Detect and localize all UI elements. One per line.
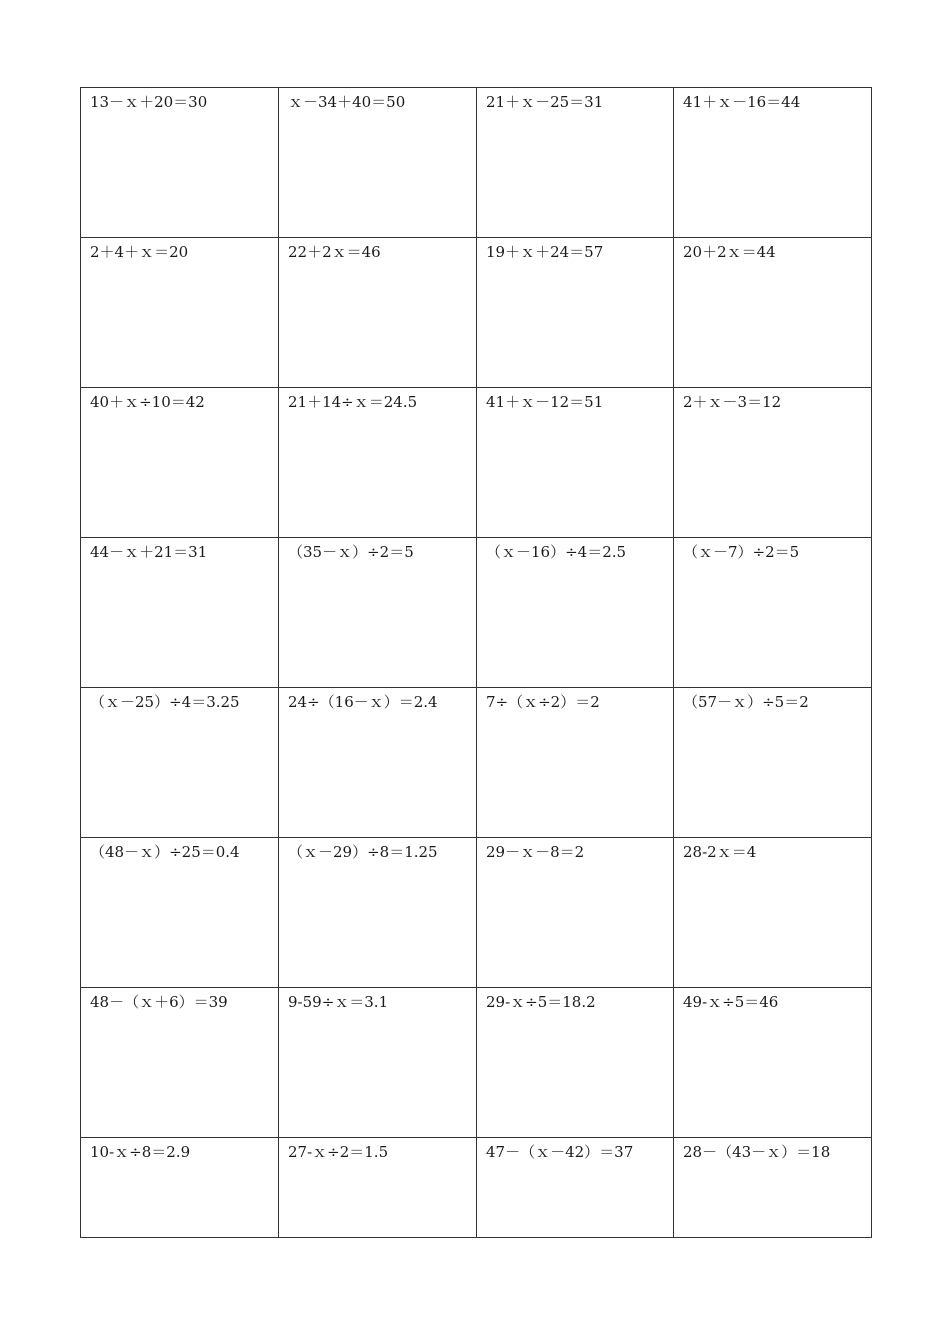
equation-cell <box>81 238 279 388</box>
equation-cell <box>477 688 674 838</box>
equation-cell <box>674 88 872 238</box>
equation-cell <box>279 238 477 388</box>
equation-cell <box>279 988 477 1138</box>
equation-cell <box>81 688 279 838</box>
equation-text: （ｘ－16）÷4＝2.5 <box>486 543 627 561</box>
equation-cell <box>477 538 674 688</box>
equation-text: 19＋ｘ＋24＝57 <box>486 243 604 261</box>
equation-cell <box>279 388 477 538</box>
equation-cell <box>81 988 279 1138</box>
equation-cell <box>477 1138 674 1238</box>
equation-text: （ｘ－29）÷8＝1.25 <box>288 843 438 861</box>
worksheet-row-6 <box>81 838 872 988</box>
equation-cell <box>477 238 674 388</box>
equation-cell <box>674 238 872 388</box>
equation-text: 2＋ｘ－3＝12 <box>683 393 782 411</box>
equation-cell <box>81 388 279 538</box>
equation-text: 49-ｘ÷5＝46 <box>683 993 779 1011</box>
equation-text: 13－ｘ＋20＝30 <box>90 93 208 111</box>
equation-text: 27-ｘ÷2＝1.5 <box>288 1143 389 1161</box>
equation-text: （ｘ－7）÷2＝5 <box>683 543 800 561</box>
equation-text: 48－（ｘ＋6）＝39 <box>90 993 228 1011</box>
equation-cell <box>81 88 279 238</box>
equation-cell <box>477 988 674 1138</box>
equation-text: ｘ－34＋40＝50 <box>288 93 406 111</box>
equation-cell <box>279 88 477 238</box>
equation-cell <box>477 388 674 538</box>
equation-text: 21＋14÷ｘ＝24.5 <box>288 393 418 411</box>
equation-text: 28－（43－ｘ）＝18 <box>683 1143 831 1161</box>
equation-cell <box>81 1138 279 1238</box>
equation-cell <box>674 838 872 988</box>
equation-cell <box>279 1138 477 1238</box>
equation-text: （35－ｘ）÷2＝5 <box>288 543 414 561</box>
equation-cell <box>279 838 477 988</box>
equation-text: （57－ｘ）÷5＝2 <box>683 693 809 711</box>
equation-cell <box>81 538 279 688</box>
equation-text: （ｘ－25）÷4＝3.25 <box>90 693 240 711</box>
equation-text: 9-59÷ｘ＝3.1 <box>288 993 389 1011</box>
equation-cell <box>81 838 279 988</box>
equation-cell <box>674 1138 872 1238</box>
worksheet-row-7 <box>81 988 872 1138</box>
worksheet-row-5 <box>81 688 872 838</box>
worksheet-row-1 <box>81 88 872 238</box>
worksheet-row-3 <box>81 388 872 538</box>
equation-cell <box>477 88 674 238</box>
equation-cell <box>674 688 872 838</box>
equation-text: （48－ｘ）÷25＝0.4 <box>90 843 240 861</box>
worksheet-row-4 <box>81 538 872 688</box>
equation-cell <box>279 688 477 838</box>
equation-text: 47－（ｘ－42）＝37 <box>486 1143 634 1161</box>
worksheet-body <box>81 88 872 1238</box>
equation-text: 2＋4＋ｘ＝20 <box>90 243 189 261</box>
worksheet-row-8 <box>81 1138 872 1238</box>
equation-text: 22＋2ｘ＝46 <box>288 243 381 261</box>
equation-text: 44－ｘ＋21＝31 <box>90 543 208 561</box>
equation-cell <box>674 538 872 688</box>
equation-text: 24÷（16－ｘ）＝2.4 <box>288 693 438 711</box>
equation-cell <box>477 838 674 988</box>
equation-cell <box>674 988 872 1138</box>
equation-text: 28-2ｘ＝4 <box>683 843 757 861</box>
equation-text: 41＋ｘ－12＝51 <box>486 393 604 411</box>
equation-text: 41＋ｘ－16＝44 <box>683 93 801 111</box>
equation-text: 7÷（ｘ÷2）＝2 <box>486 693 600 711</box>
equation-cell <box>279 538 477 688</box>
equation-text: 29－ｘ－8＝2 <box>486 843 585 861</box>
equation-text: 40＋ｘ÷10＝42 <box>90 393 205 411</box>
equation-worksheet-table <box>80 87 872 1238</box>
equation-text: 21＋ｘ－25＝31 <box>486 93 604 111</box>
equation-text: 29-ｘ÷5＝18.2 <box>486 993 596 1011</box>
equation-text: 10-ｘ÷8＝2.9 <box>90 1143 191 1161</box>
equation-text: 20＋2ｘ＝44 <box>683 243 776 261</box>
worksheet-row-2 <box>81 238 872 388</box>
equation-cell <box>674 388 872 538</box>
